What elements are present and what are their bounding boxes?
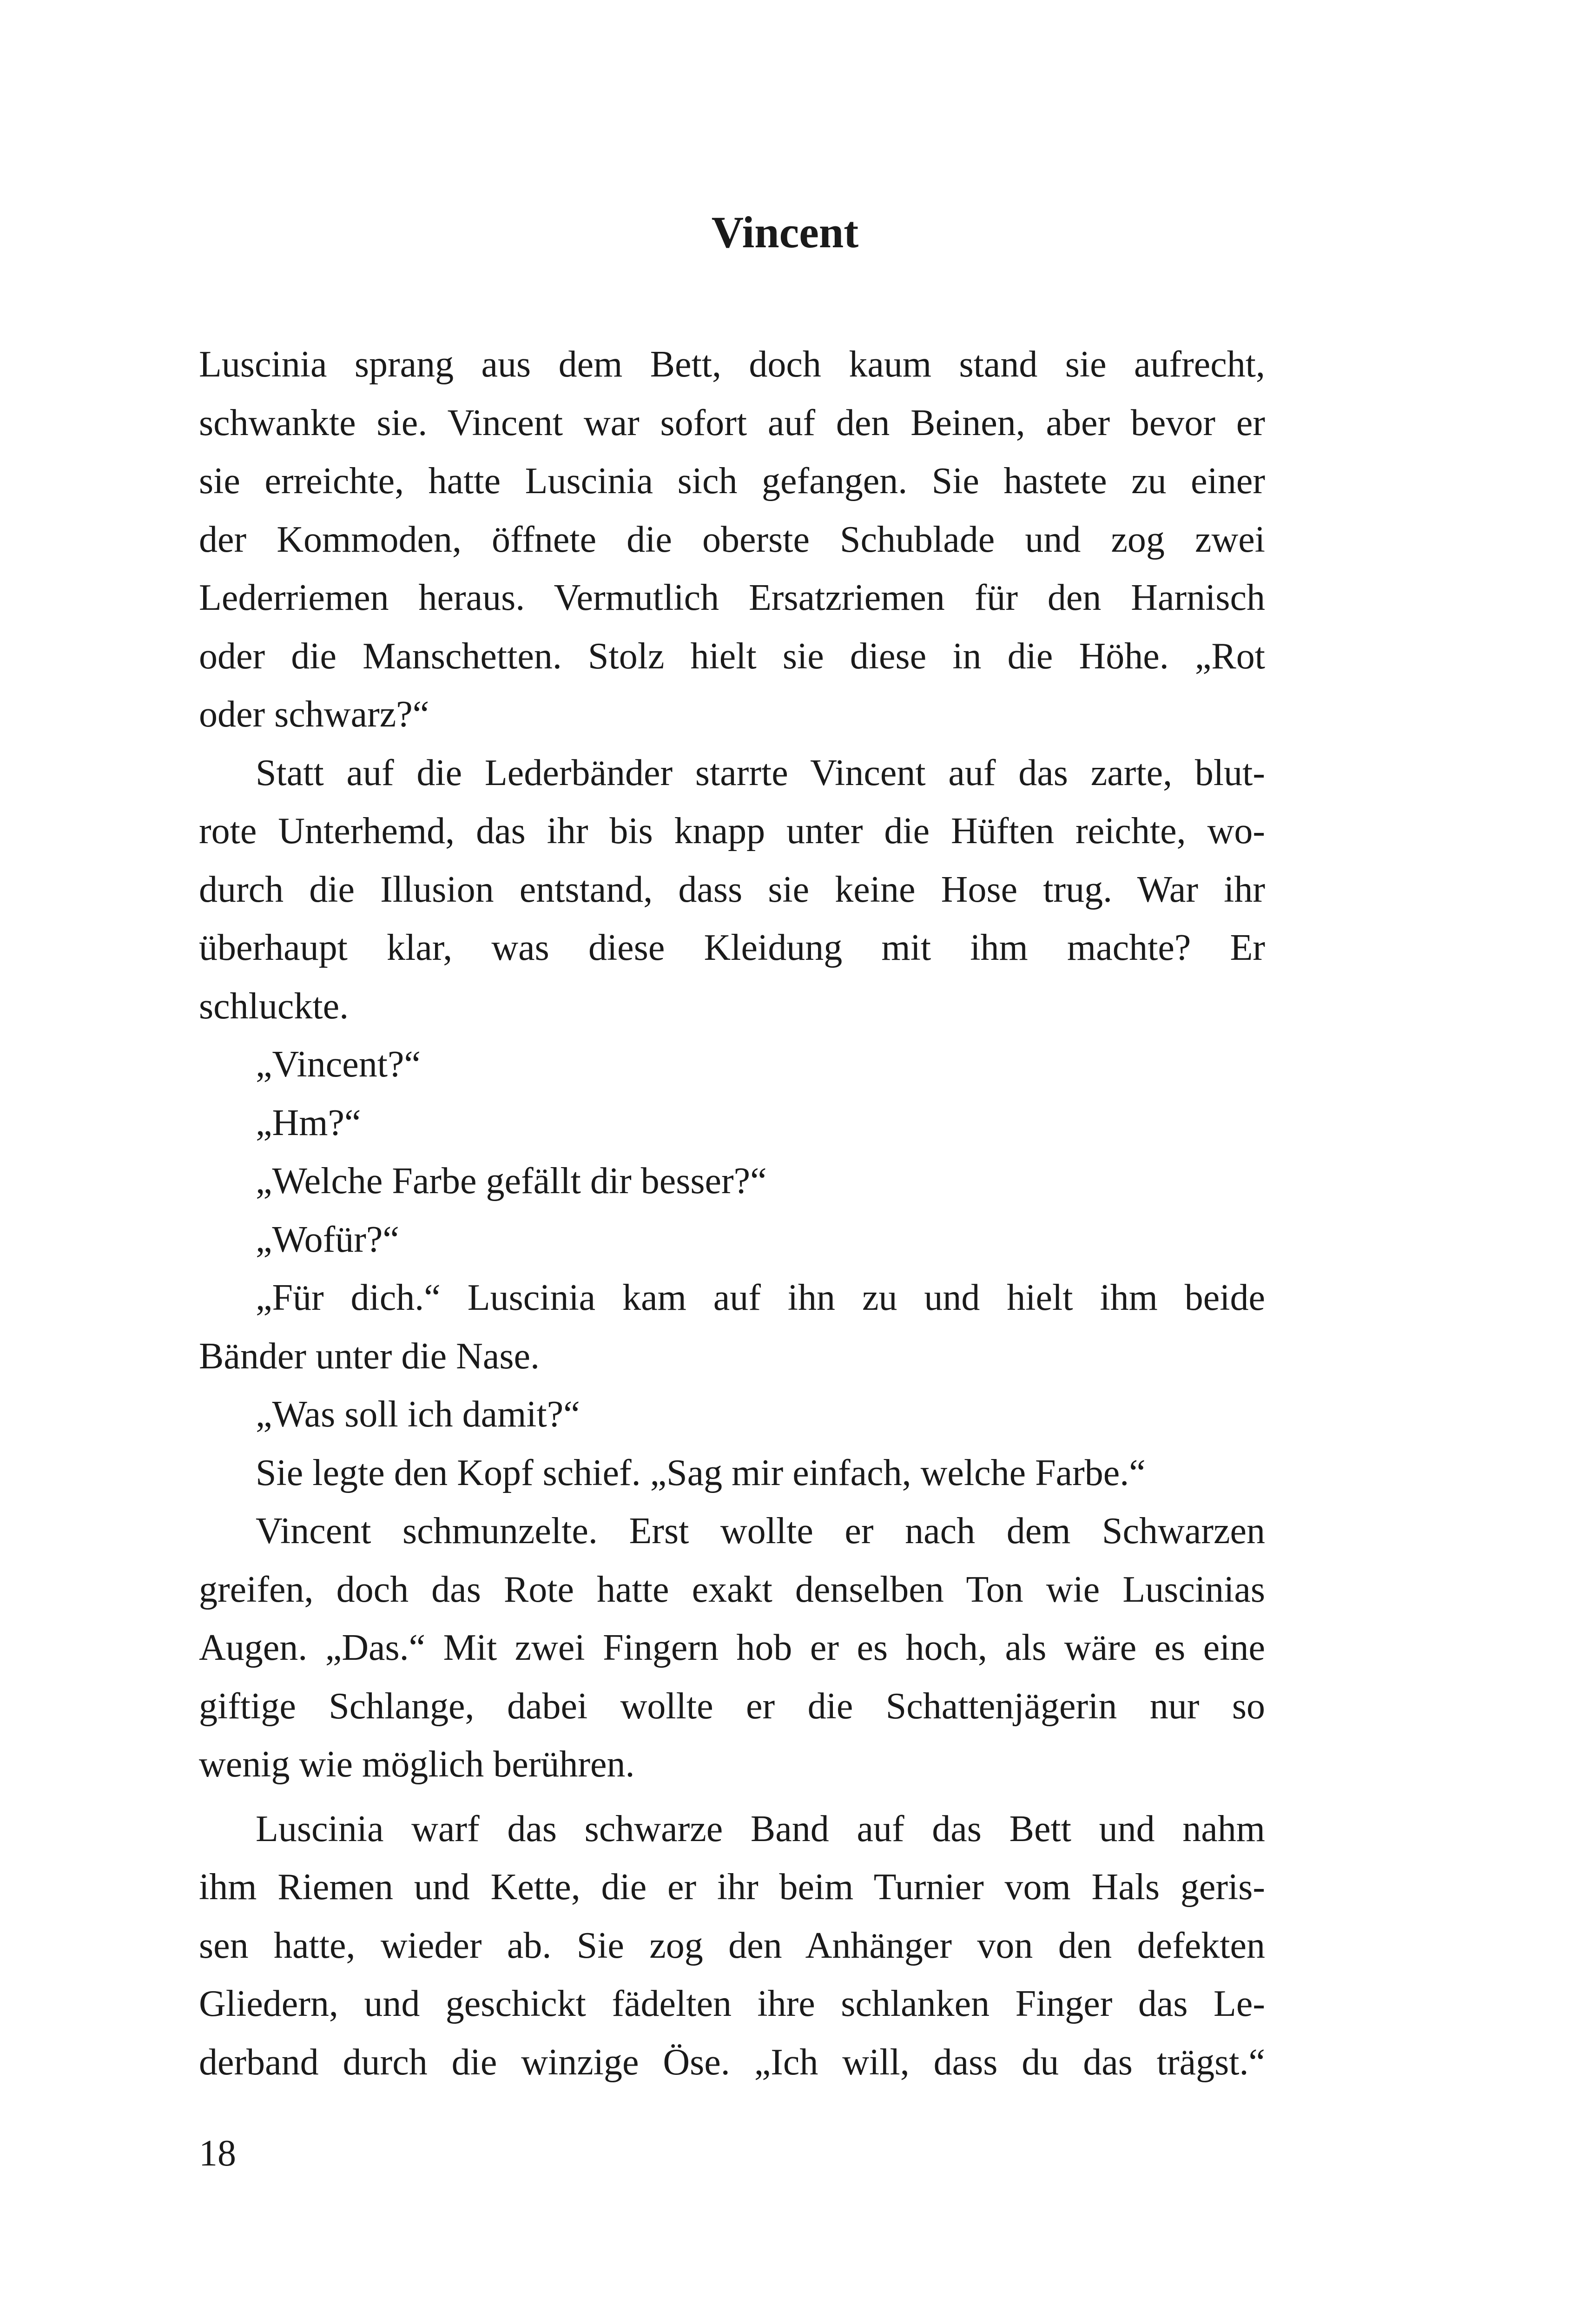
text-line: schluckte. [199,985,349,1027]
text-line: greifen, doch das Rote hatte exakt denselben Ton wie Luscinias [199,1569,1265,1610]
page-number: 18 [199,2133,236,2174]
text-line: durch die Illusion entstand, dass sie keine Hose trug. War ihr [199,869,1265,910]
text-line: schwankte sie. Vincent war sofort auf den Beinen, aber bevor er [199,402,1265,443]
text-line: „Was soll ich damit?“ [256,1394,580,1435]
text-line: Gliedern, und geschickt fädelten ihre schlanken Finger das Le- [199,1983,1265,2024]
text-line: „Welche Farbe gefällt dir besser?“ [256,1161,767,1202]
body-text [199,336,1265,2092]
text-line: sie erreichte, hatte Luscinia sich gefangen. Sie hastete zu einer [199,461,1265,502]
text-line: rote Unterhemd, das ihr bis knapp unter die Hüften reichte, wo- [199,811,1265,852]
text-line: Bänder unter die Nase. [199,1335,540,1377]
text-line: Statt auf die Lederbänder starrte Vincent auf das zarte, blut- [256,752,1265,793]
text-line: Lederriemen heraus. Vermutlich Ersatzriemen für den Harnisch [199,577,1265,618]
text-line: „Für dich.“ Luscinia kam auf ihn zu und hielt ihm beide [256,1277,1265,1318]
text-line: Luscinia sprang aus dem Bett, doch kaum stand sie aufrecht, [199,344,1265,385]
text-line: oder schwarz?“ [199,694,429,735]
text-line: wenig wie möglich berühren. [199,1744,635,1785]
text-line: ihm Riemen und Kette, die er ihr beim Turnier vom Hals geris- [199,1867,1265,1908]
text-line: der Kommoden, öffnete die oberste Schublade und zog zwei [199,519,1265,560]
text-line: giftige Schlange, dabei wollte er die Schattenjägerin nur so [199,1685,1265,1727]
text-line: Augen. „Das.“ Mit zwei Fingern hob er es hoch, als wäre es eine [199,1627,1265,1668]
text-line: Luscinia warf das schwarze Band auf das Bett und nahm [256,1808,1265,1849]
text-line: „Vincent?“ [256,1044,421,1085]
text-line: derband durch die winzige Öse. „Ich will, dass du das trägst.“ [199,2041,1265,2083]
chapter-title: Vincent [711,207,859,257]
text-line: „Hm?“ [256,1102,361,1143]
text-line: Sie legte den Kopf schief. „Sag mir einfach, welche Farbe.“ [256,1452,1146,1493]
text-line: überhaupt klar, was diese Kleidung mit ihm machte? Er [199,927,1265,968]
text-line: oder die Manschetten. Stolz hielt sie diese in die Höhe. „Rot [199,635,1265,677]
text-line: Vincent schmunzelte. Erst wollte er nach dem Schwarzen [256,1511,1265,1552]
text-line: „Wofür?“ [256,1219,399,1260]
text-line: sen hatte, wieder ab. Sie zog den Anhänger von den defekten [199,1925,1265,1966]
